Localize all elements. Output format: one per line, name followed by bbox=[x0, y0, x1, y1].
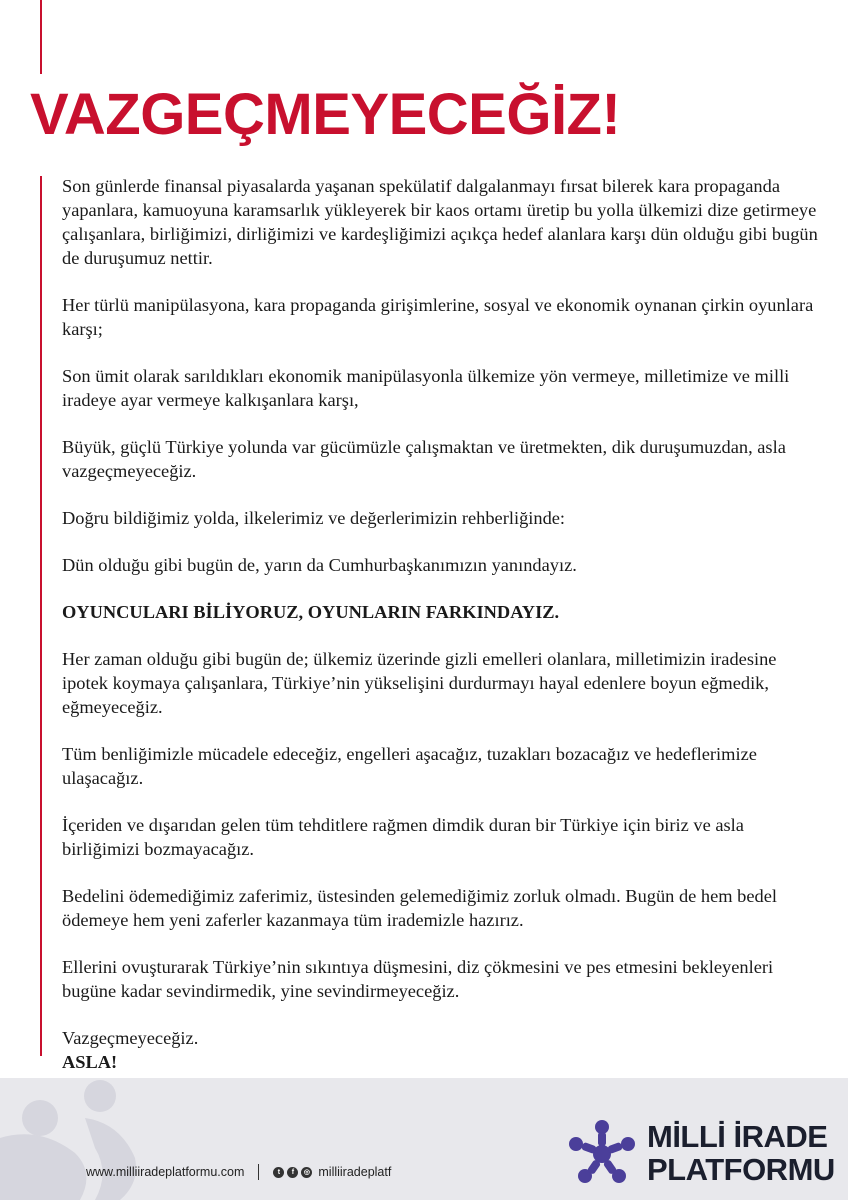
closing bbox=[62, 1026, 822, 1074]
twitter-icon[interactable]: t bbox=[273, 1167, 284, 1178]
platform-logo-icon bbox=[566, 1118, 638, 1190]
logo-line-1: MİLLİ İRADE bbox=[647, 1119, 828, 1154]
logo-line-2: PLATFORMU bbox=[647, 1152, 835, 1187]
platform-logo-text bbox=[647, 1120, 835, 1186]
paragraph: Doğru bildiğimiz yolda, ilkelerimiz ve değerlerimizin rehberliğinde: bbox=[62, 508, 566, 528]
closing-line: Vazgeçmeyeceğiz. bbox=[62, 1028, 199, 1048]
facebook-icon[interactable]: f bbox=[287, 1167, 298, 1178]
statement-body bbox=[62, 174, 822, 1074]
paragraph: İçeriden ve dışarıdan gelen tüm tehditlere rağmen dimdik duran bir Türkiye için biriz ve asla birliğimizi bozmayacağız. bbox=[62, 815, 744, 859]
paragraph: Her türlü manipülasyona, kara propaganda girişimlerine, sosyal ve ekonomik oynanan çirkin oyunlara karşı; bbox=[62, 295, 814, 339]
bold-statement: OYUNCULARI BİLİYORUZ, OYUNLARIN FARKINDAYIZ. bbox=[62, 602, 560, 622]
footer bbox=[0, 1078, 848, 1200]
closing-asla: ASLA! bbox=[62, 1052, 118, 1072]
footer-contact bbox=[86, 1164, 391, 1180]
instagram-icon[interactable]: ◎ bbox=[301, 1167, 312, 1178]
paragraph: Dün olduğu gibi bugün de, yarın da Cumhurbaşkanımızın yanındayız. bbox=[62, 555, 577, 575]
paragraph: Tüm benliğimizle mücadele edeceğiz, engelleri aşacağız, tuzakları bozacağız ve hedeflerimize ulaşacağız. bbox=[62, 744, 757, 788]
paragraph: Son günlerde finansal piyasalarda yaşanan spekülatif dalgalanmayı fırsat bilerek kara propaganda yapanlara, kamuoyuna karamsarlık yükleyerek bir kaos ortamı üretip bu yolla ülkemizi dize getirmeye çalışanlara, birliğimizi, dirliğimizi ve kardeşliğimizi açıkça hedef alanlara karşı dün olduğu gibi bugün de duruşumuz nettir. bbox=[62, 176, 818, 268]
top-red-rule bbox=[40, 0, 42, 74]
website-link[interactable]: www.milliiradeplatformu.com bbox=[86, 1165, 245, 1179]
social-handle[interactable]: milliiradeplatf bbox=[318, 1165, 392, 1179]
page-title: VAZGEÇMEYECEĞİZ! bbox=[30, 82, 621, 147]
social-icons bbox=[273, 1167, 312, 1178]
paragraph: Her zaman olduğu gibi bugün de; ülkemiz üzerinde gizli emelleri olanlara, milletimizin iradesine ipotek koymaya çalışanlara, Türkiye’nin yükselişini durdurmayı hayal edenlere boyun eğmedik, eğmeyeceğiz. bbox=[62, 649, 777, 717]
paragraph: Ellerini ovuşturarak Türkiye’nin sıkıntıya düşmesini, diz çökmesini ve pes etmesini bekleyenleri bugüne kadar sevindirmedik, yine sevindirmeyeceğiz. bbox=[62, 957, 774, 1001]
side-red-rule bbox=[40, 176, 42, 1056]
watermark-figures bbox=[0, 1078, 160, 1200]
paragraph: Büyük, güçlü Türkiye yolunda var gücümüzle çalışmaktan ve üretmekten, dik duruşumuzdan, asla vazgeçmeyeceğiz. bbox=[62, 437, 786, 481]
footer-divider bbox=[258, 1164, 259, 1180]
paragraph: Son ümit olarak sarıldıkları ekonomik manipülasyonla ülkemize yön vermeye, milletimize ve milli iradeye ayar vermeye kalkışanlara karşı, bbox=[62, 366, 790, 410]
paragraph: Bedelini ödemediğimiz zaferimiz, üstesinden gelemediğimiz zorluk olmadı. Bugün de hem bedel ödemeye hem yeni zaferler kazanmaya tüm irademizle hazırız. bbox=[62, 886, 777, 930]
